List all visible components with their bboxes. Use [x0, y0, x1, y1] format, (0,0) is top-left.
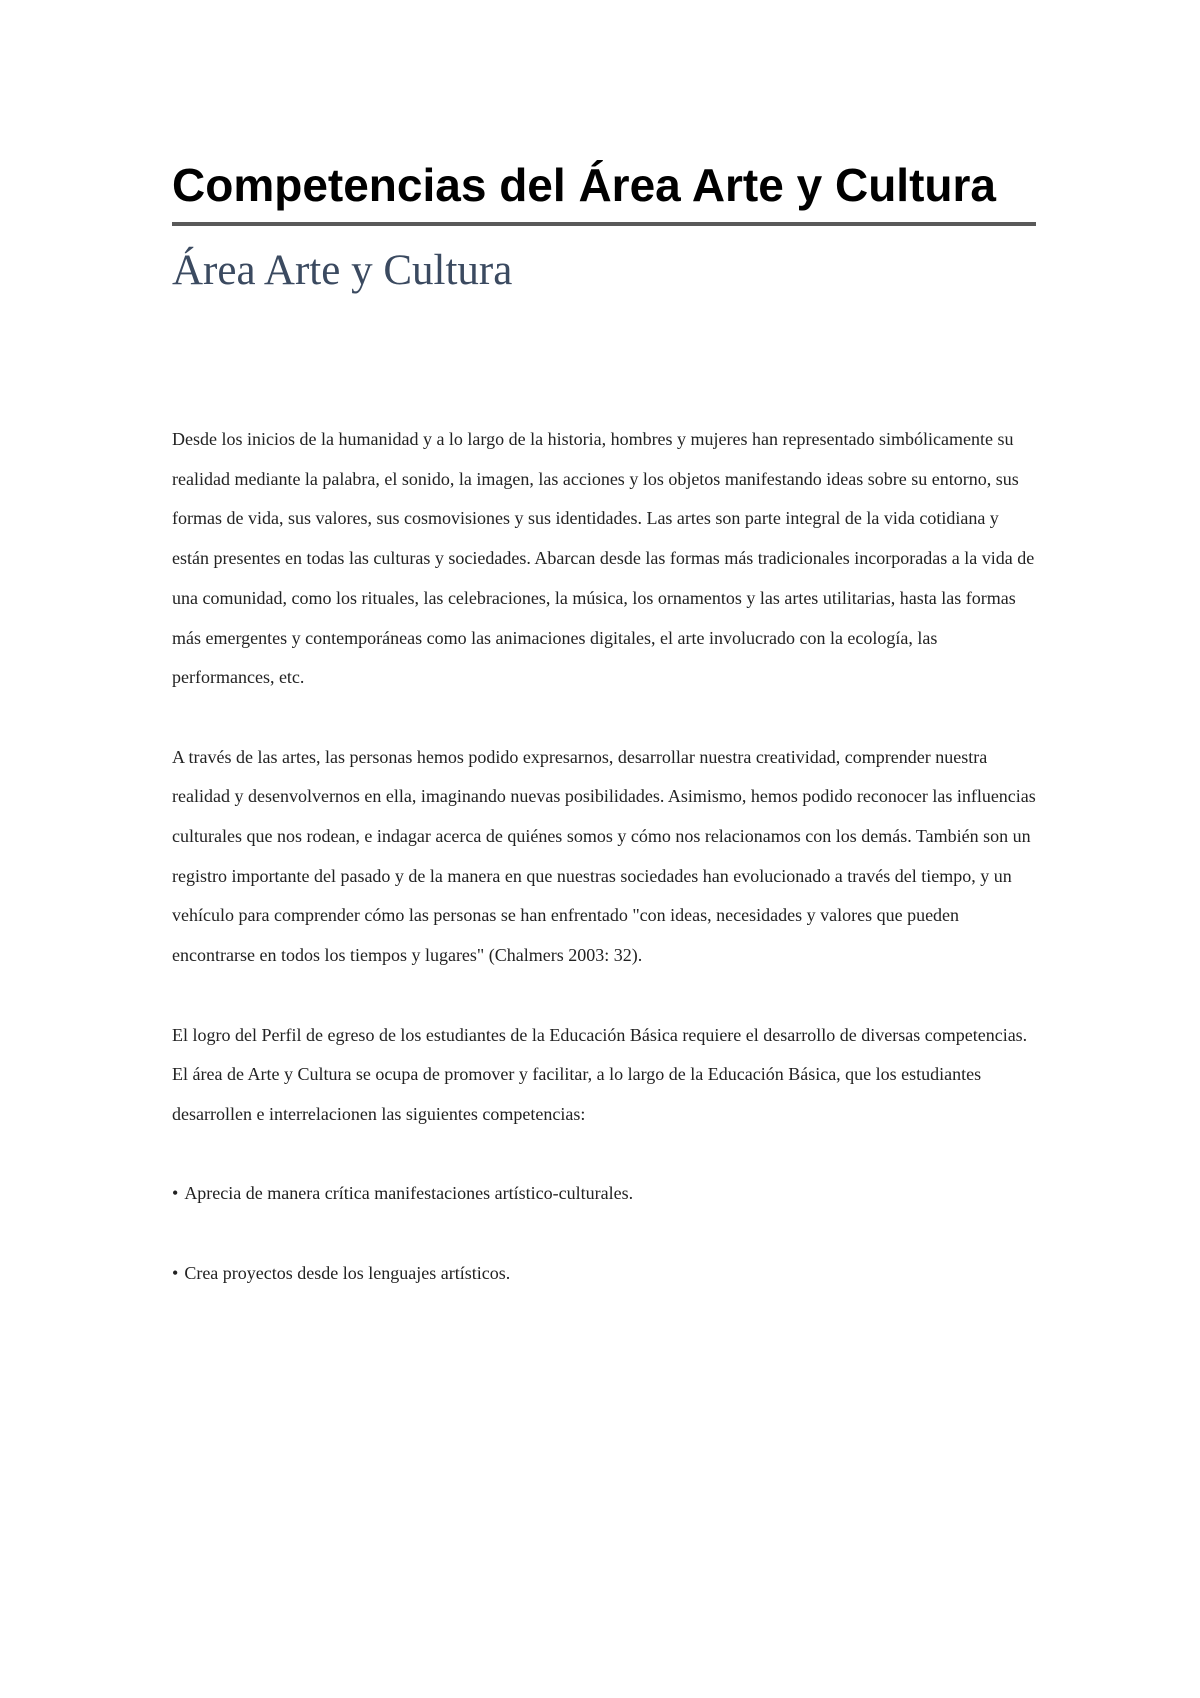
paragraph-2: A través de las artes, las personas hemos podido expresarnos, desarrollar nuestra creatividad, comprender nuestra realidad y desenvolvernos en ella, imaginando nuevas posibilidades. Asimismo, hemos podido reconocer las influencias culturales que nos rodean, e indagar acerca de quiénes somos y cómo nos relacionamos con los demás. También son un registro importante del pasado y de la manera en que nuestras sociedades han evolucionado a través del tiempo, y un vehículo para comprender cómo las personas se han enfrentado "con ideas, necesidades y valores que pueden encontrarse en todos los tiempos y lugares" (Chalmers 2003: 32).: [172, 746, 1036, 966]
list-item: [172, 1174, 1036, 1214]
document-content: [172, 152, 1036, 1333]
paragraph-3: El logro del Perfil de egreso de los estudiantes de la Educación Básica requiere el desarrollo de diversas competencias. El área de Arte y Cultura se ocupa de promover y facilitar, a lo largo de la Educación Básica, que los estudiantes desarrollen e interrelacionen las siguientes competencias:: [172, 1024, 1028, 1124]
bullet-icon: •: [172, 1262, 179, 1283]
paragraph-1: Desde los inicios de la humanidad y a lo largo de la historia, hombres y mujeres han representado simbólicamente su realidad mediante la palabra, el sonido, la imagen, las acciones y los objetos manifestando ideas sobre su entorno, sus formas de vida, sus valores, sus cosmovisiones y sus identidades. Las artes son parte integral de la vida cotidiana y están presentes en todas las culturas y sociedades. Abarcan desde las formas más tradicionales incorporadas a la vida de una comunidad, como los rituales, las celebraciones, la música, los ornamentos y las artes utilitarias, hasta las formas más emergentes y contemporáneas como las animaciones digitales, el arte involucrado con la ecología, las performances, etc.: [172, 429, 1035, 688]
page-title: Competencias del Área Arte y Cultura: [172, 152, 1036, 226]
document-body: [172, 420, 1036, 1293]
bullet-icon: •: [172, 1183, 179, 1204]
list-item: [172, 1254, 1036, 1294]
section-subtitle: Área Arte y Cultura: [172, 247, 513, 294]
list-item-text: Crea proyectos desde los lenguajes artísticos.: [184, 1262, 511, 1283]
list-item-text: Aprecia de manera crítica manifestaciones artístico-culturales.: [184, 1183, 634, 1204]
